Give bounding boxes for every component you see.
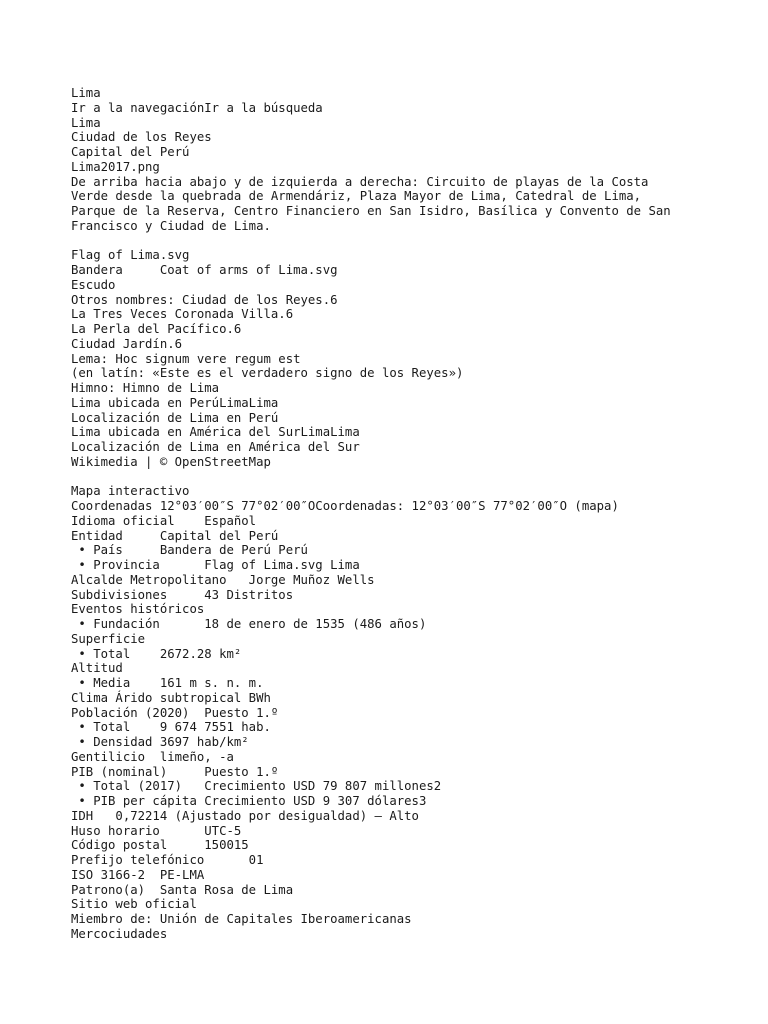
doc-line-climate: Clima Árido subtropical BWh — [71, 690, 271, 705]
doc-line-location-peru: Lima ubicada en PerúLimaLima — [71, 395, 279, 410]
doc-line-member-of: Miembro de: Unión de Capitales Iberoamericanas — [71, 912, 412, 926]
doc-line-area: Superficie — [71, 631, 146, 646]
doc-line-phone-prefix: Prefijo telefónico 01 — [71, 853, 264, 867]
doc-line-timezone: Huso horario UTC-5 — [71, 823, 242, 838]
doc-line-location-peru-desc: Localización de Lima en Perú — [71, 410, 279, 425]
doc-line-motto: Lema: Hoc signum vere regum est — [71, 351, 301, 366]
doc-line-blank — [71, 470, 761, 485]
doc-line-other-names: Otros nombres: Ciudad de los Reyes.6 — [71, 292, 338, 307]
doc-line-coordinates: Coordenadas 12°03′00″S 77°02′00″OCoordenadas: 12°03′00″S 77°02′00″O (mapa) — [71, 499, 619, 513]
doc-line-flag: Flag of Lima.svg — [71, 248, 190, 263]
doc-line-alt-name-3: Ciudad Jardín.6 — [71, 336, 183, 351]
doc-line-mayor: Alcalde Metropolitano Jorge Muñoz Wells — [71, 572, 375, 587]
doc-line-altitude: Altitud — [71, 661, 123, 676]
doc-line-hdi: IDH 0,72214 (Ajustado por desigualdad) – Alto — [71, 808, 419, 823]
doc-line-location-america-desc: Localización de Lima en América del Sur — [71, 440, 360, 454]
doc-line-density: • Densidad 3697 hab/km² — [71, 735, 249, 749]
doc-line-anthem: Himno: Himno de Lima — [71, 381, 220, 395]
doc-line-alt-name-1: La Tres Veces Coronada Villa.6 — [71, 307, 294, 322]
doc-line-caption-2: Verde desde la quebrada de Armendáriz, Plaza Mayor de Lima, Catedral de Lima, — [71, 189, 642, 204]
doc-line-country: • País Bandera de Perú Perú — [71, 543, 308, 558]
doc-line-province: • Provincia Flag of Lima.svg Lima — [71, 558, 360, 572]
doc-line-entity: Entidad Capital del Perú — [71, 528, 279, 543]
doc-line-official-language: Idioma oficial Español — [71, 513, 257, 528]
doc-line-interactive-map: Mapa interactivo — [71, 484, 190, 499]
doc-line-foundation: • Fundación 18 de enero de 1535 (486 años) — [71, 617, 427, 631]
doc-line-gdp-per-capita: • PIB per cápita Crecimiento USD 9 307 dólares3 — [71, 794, 427, 808]
doc-line-altitude-mean: • Media 161 m s. n. m. — [71, 676, 264, 690]
doc-line-demonym: Gentilicio limeño, -a — [71, 749, 234, 764]
doc-line-iso-code: ISO 3166-2 PE-LMA — [71, 867, 205, 882]
doc-line-location-america: Lima ubicada en América del SurLimaLima — [71, 425, 360, 440]
doc-line-patron: Patrono(a) Santa Rosa de Lima — [71, 882, 294, 897]
doc-line-nickname: Ciudad de los Reyes — [71, 130, 212, 145]
doc-line-caption-4: Francisco y Ciudad de Lima. — [71, 218, 271, 233]
doc-line-map-credit: Wikimedia | © OpenStreetMap — [71, 454, 271, 469]
doc-line-historic-events: Eventos históricos — [71, 602, 205, 617]
doc-line-motto-translation: (en latín: «Este es el verdadero signo de los Reyes») — [71, 366, 464, 381]
doc-line-escudo: Escudo — [71, 277, 116, 292]
doc-line-caption-3: Parque de la Reserva, Centro Financiero en San Isidro, Basílica y Convento de San — [71, 204, 671, 218]
doc-line-postal-code: Código postal 150015 — [71, 838, 249, 853]
doc-line-official-website: Sitio web oficial — [71, 897, 197, 912]
doc-line-image-file: Lima2017.png — [71, 159, 160, 174]
doc-line-title: Lima — [71, 86, 101, 100]
doc-line-gdp-nominal: PIB (nominal) Puesto 1.º — [71, 764, 279, 779]
doc-line-bandera: Bandera Coat of arms of Lima.svg — [71, 263, 338, 277]
doc-line-mercociudades: Mercociudades — [71, 926, 168, 941]
doc-line-population: Población (2020) Puesto 1.º — [71, 705, 279, 720]
doc-line-skip-links: Ir a la navegaciónIr a la búsqueda — [71, 100, 323, 115]
doc-line-alt-name-2: La Perla del Pacífico.6 — [71, 322, 242, 336]
document-text — [71, 86, 761, 942]
doc-line-city-name: Lima — [71, 115, 101, 130]
doc-line-gdp-total: • Total (2017) Crecimiento USD 79 807 millones2 — [71, 779, 442, 794]
doc-line-population-total: • Total 9 674 7551 hab. — [71, 720, 271, 735]
doc-line-capital: Capital del Perú — [71, 145, 190, 159]
doc-line-area-total: • Total 2672.28 km² — [71, 646, 242, 661]
doc-line-caption-1: De arriba hacia abajo y de izquierda a derecha: Circuito de playas de la Costa — [71, 174, 649, 189]
doc-line-subdivisions: Subdivisiones 43 Distritos — [71, 587, 294, 602]
doc-line-blank — [71, 234, 761, 249]
